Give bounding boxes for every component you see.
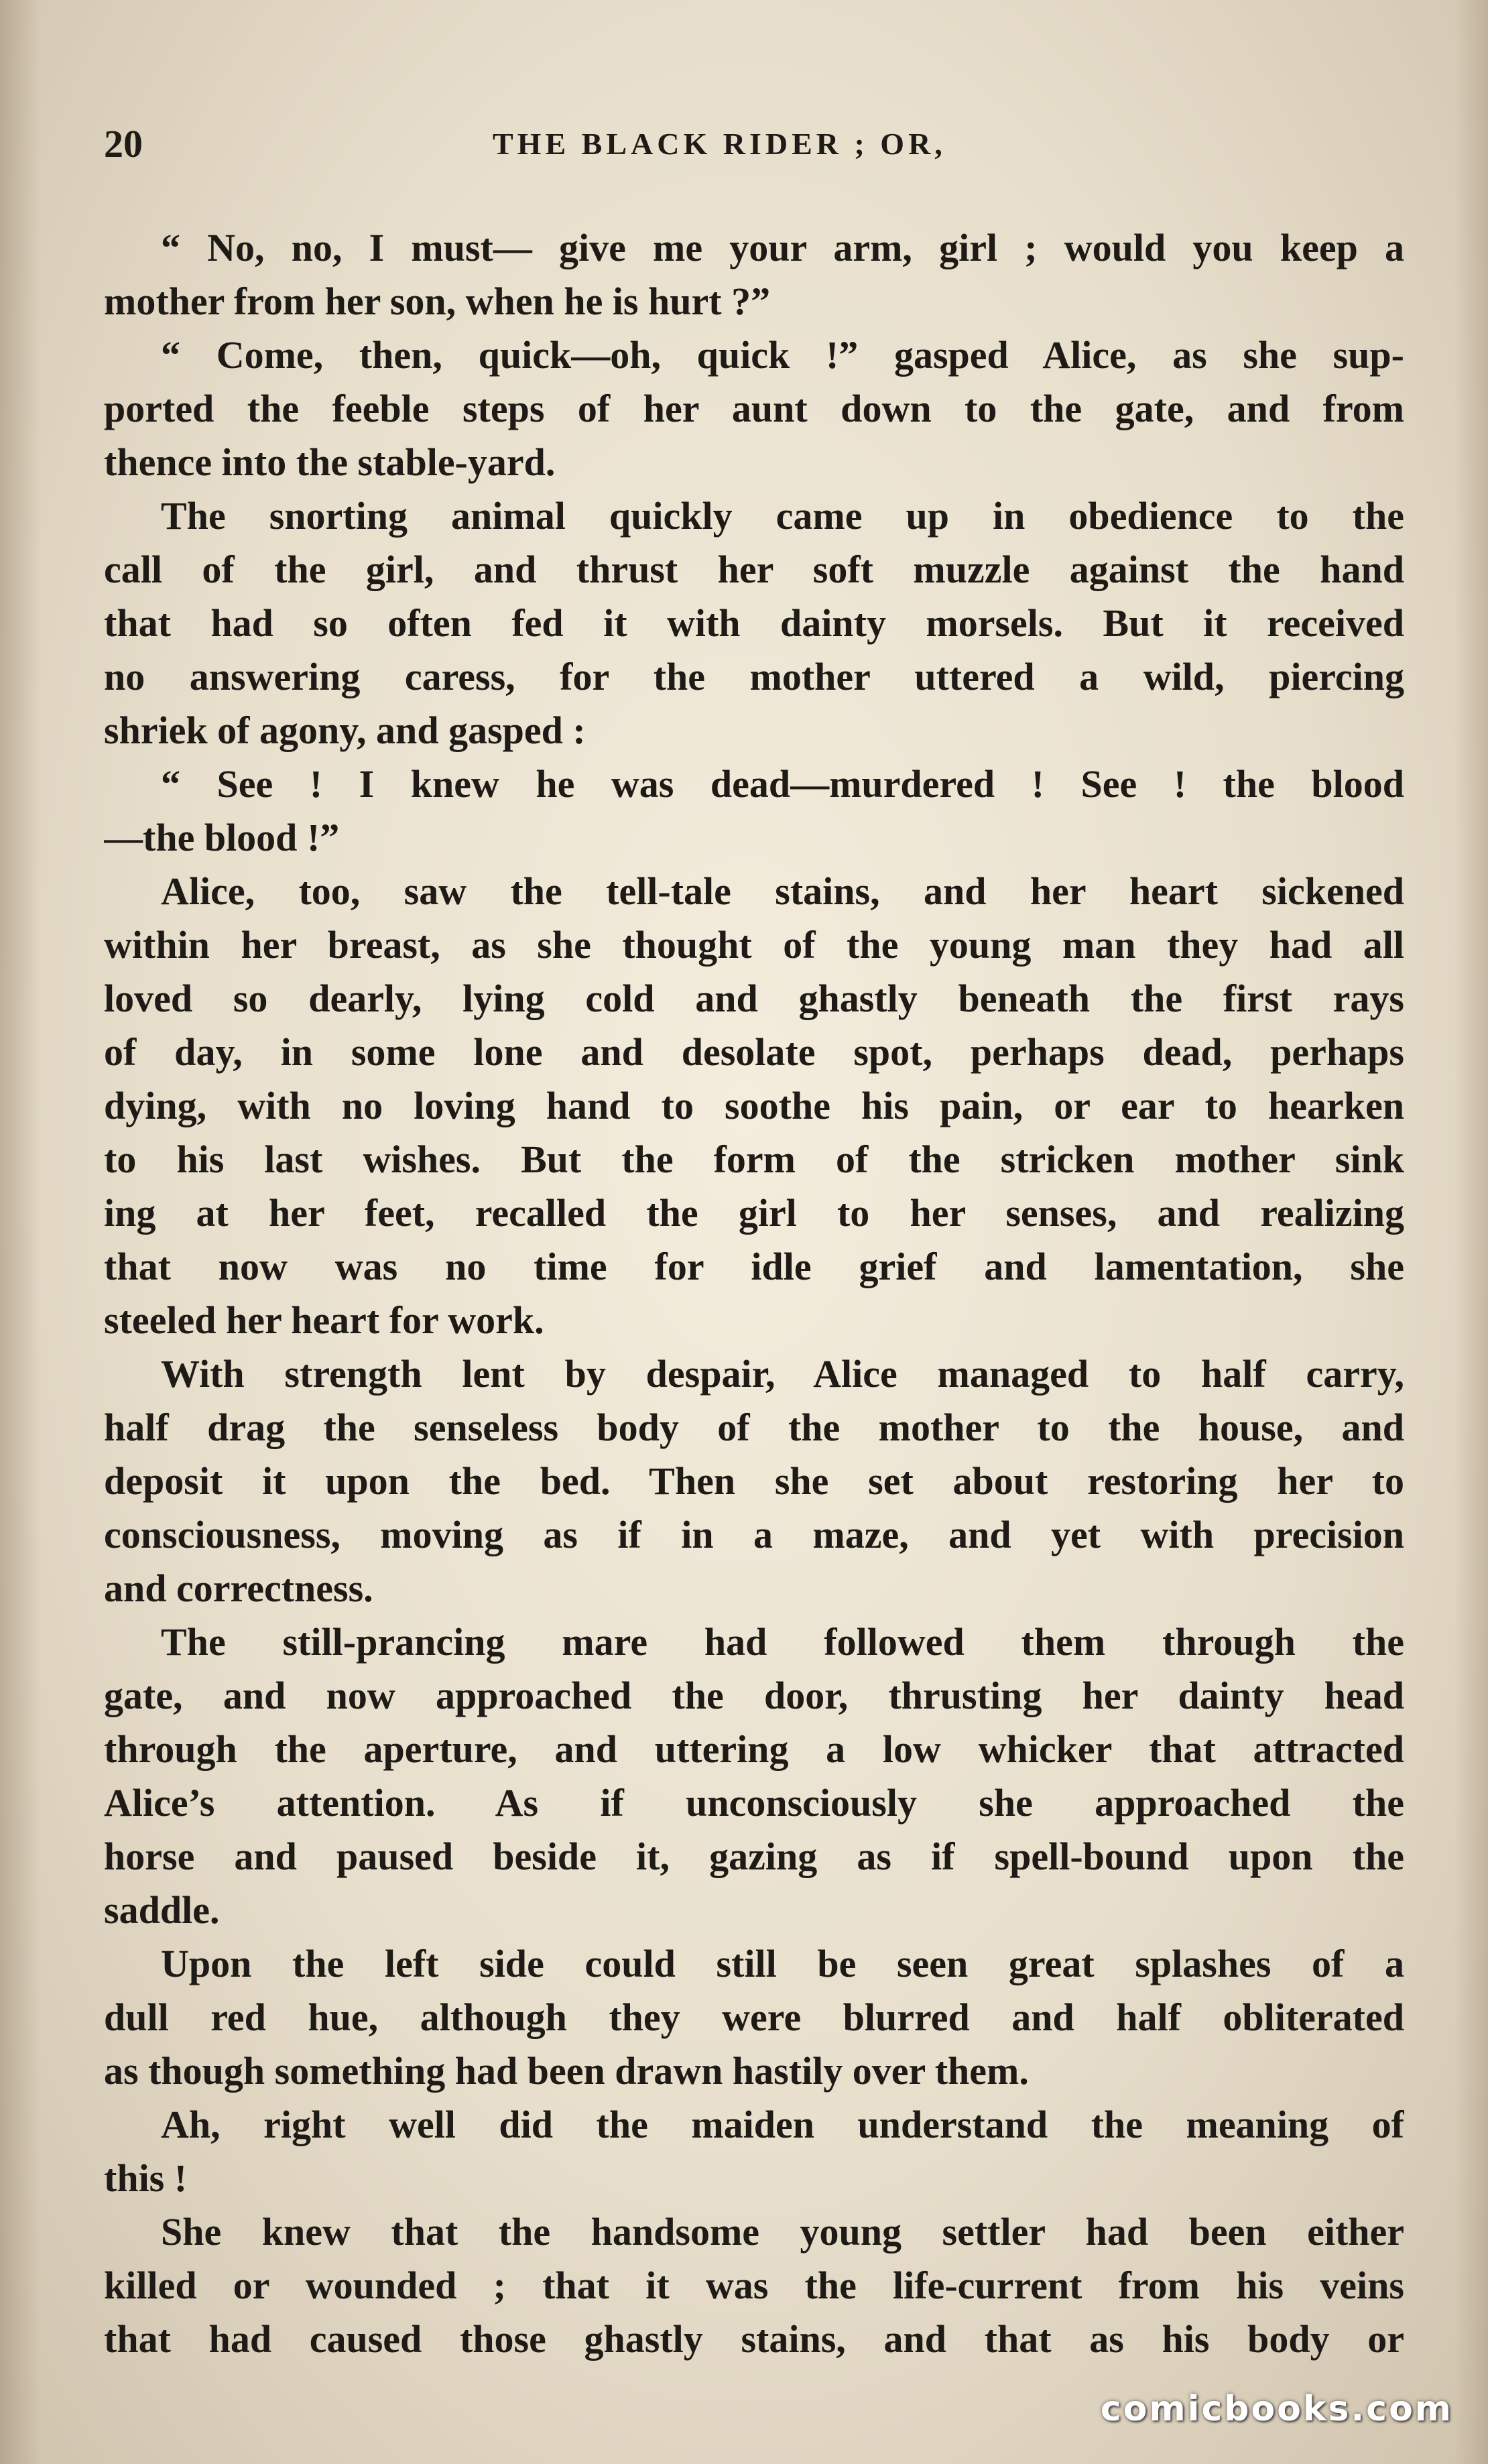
body-text [104,221,1404,2366]
page-shadow-right [1454,0,1488,2464]
text-line: deposit it upon the bed. Then she set about restoring her to [104,1459,1404,1503]
text-line: steeled her heart for work. [104,1298,544,1342]
text-line: call of the girl, and thrust her soft muzzle against the hand [104,548,1404,591]
text-line: and correctness. [104,1566,373,1610]
page-number: 20 [104,122,143,166]
text-line: —the blood !” [104,816,340,859]
text-line: Alice’s attention. As if unconsciously she approached the [104,1781,1404,1825]
text-line: shriek of agony, and gasped : [104,709,586,752]
text-line: The snorting animal quickly came up in obedience to the [161,494,1404,538]
text-line: Ah, right well did the maiden understand the meaning of [161,2103,1404,2146]
page-shadow-left [0,0,40,2464]
running-head: THE BLACK RIDER ; OR, [493,127,946,161]
text-line: “ No, no, I must— give me your arm, girl ; would you keep a [161,226,1404,269]
text-line: dying, with no loving hand to soothe his pain, or ear to hearken [104,1084,1404,1127]
text-line: dull red hue, although they were blurred and half obliterated [104,1995,1404,2039]
text-line: ported the feeble steps of her aunt down to the gate, and from [104,387,1404,430]
text-line: mother from her son, when he is hurt ?” [104,280,771,323]
text-line: gate, and now approached the door, thrusting her dainty head [104,1674,1404,1717]
text-line: through the aperture, and uttering a low whicker that attracted [104,1727,1404,1771]
text-line: within her breast, as she thought of the young man they had all [104,923,1404,967]
text-line: Upon the left side could still be seen great splashes of a [161,1942,1404,1985]
watermark: comicbooks.com [1100,2389,1453,2429]
text-line: saddle. [104,1888,220,1932]
text-line: “ Come, then, quick—oh, quick !” gasped Alice, as she sup- [161,333,1404,377]
text-line: of day, in some lone and desolate spot, perhaps dead, perhaps [104,1030,1404,1074]
text-line: half drag the senseless body of the mother to the house, and [104,1406,1404,1449]
text-line: killed or wounded ; that it was the life-current from his veins [104,2264,1404,2307]
text-line: loved so dearly, lying cold and ghastly beneath the first rays [104,977,1404,1020]
text-line: consciousness, moving as if in a maze, and yet with precision [104,1513,1404,1556]
text-line: that had so often fed it with dainty morsels. But it received [104,601,1404,645]
text-line: this ! [104,2156,188,2200]
text-line: ing at her feet, recalled the girl to her senses, and realizing [104,1191,1404,1235]
text-line: She knew that the handsome young settler had been either [161,2210,1404,2254]
text-line: Alice, too, saw the tell-tale stains, and her heart sickened [161,869,1404,913]
text-line: The still-prancing mare had followed them through the [161,1620,1404,1664]
text-line: to his last wishes. But the form of the stricken mother sink [104,1137,1404,1181]
page-header [104,117,1404,171]
text-line: as though something had been drawn hastily over them. [104,2049,1029,2093]
text-line: With strength lent by despair, Alice managed to half carry, [161,1352,1404,1396]
text-line: that had caused those ghastly stains, and that as his body or [104,2317,1404,2361]
text-line: horse and paused beside it, gazing as if spell-bound upon the [104,1835,1404,1878]
text-line: thence into the stable-yard. [104,440,556,484]
text-line: that now was no time for idle grief and lamentation, she [104,1245,1404,1288]
text-line: “ See ! I knew he was dead—murdered ! See ! the blood [161,762,1404,806]
text-line: no answering caress, for the mother uttered a wild, piercing [104,655,1404,698]
